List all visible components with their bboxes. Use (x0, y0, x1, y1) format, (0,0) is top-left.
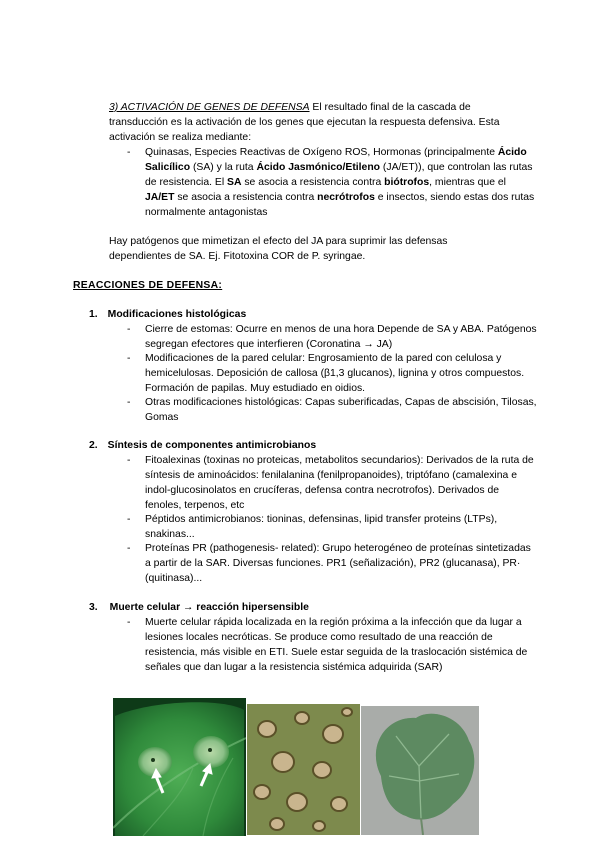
leaf-lesions-image (113, 698, 246, 836)
section-1-item: - Modificaciones de la pared celular: Engrosamiento de la pared con celulosa y hemicelulosas. Deposición de callosa (β1,3 glucanos), lignina y otros compuestos. Formación de papilas. Muy estudiado en oidios. (127, 353, 525, 394)
section-1-item: - Cierre de estomas: Ocurre en menos de una hora Depende de SA y ABA. Patógenos segregan efectores que interfieren (Coronatina → JA) (127, 324, 537, 350)
intro-paragraph (109, 100, 509, 145)
necrotic-spots-image (247, 704, 360, 835)
sar-leaf-photo (361, 706, 479, 835)
section-heading: REACCIONES DE DEFENSA: (73, 280, 223, 291)
section-2-item: - Péptidos antimicrobianos: tioninas, defensinas, lipid transfer proteins (LTPs), snakinas... (127, 514, 498, 540)
mediators-list-item (127, 145, 537, 220)
list-dash: - (127, 147, 131, 158)
intro-text: El resultado final de la cascada de transducción es la activación de los genes que ejecutan la respuesta defensiva. Esta activación se realiza mediante: (109, 102, 500, 143)
mediators-text: Quinasas, Especies Reactivas de Oxígeno ROS, Hormonas (principalmente Ácido Salicílico (SA) y la ruta Ácido Jasmónico/Etileno (JA/ET)), que controlan las rutas de resistencia. El SA se asocia a resistencia contra biótrofos, mientras que el JA/ET se asocia a resistencia contra necrótrofos e insectos, siendo estas dos rutas normalmente antagonistas (145, 147, 535, 218)
hypersensitive-leaf-photo (113, 698, 246, 836)
section-1-item: - Otras modificaciones histológicas: Capas suberificadas, Capas de abscisión, Tilosas, Gomas (127, 397, 537, 423)
mimic-paragraph: Hay patógenos que mimetizan el efecto del JA para suprimir las defensas dependientes de SA. Ej. Fitotoxina COR de P. syringae. (109, 236, 448, 262)
section-2-item: - Proteínas PR (pathogenesis- related): Grupo heterogéneo de proteínas sintetizadas a partir de la SAR. Diversas funciones. PR1 (señalización), PR2 (glucanasa), PR· (quitinasa)... (127, 543, 531, 584)
section-2-item: - Fitoalexinas (toxinas no proteicas, metabolitos secundarios): Derivados de la ruta de síntesis de aminoácidos: fenilalanina (fenilpropanoides), triptófano (camalexina e indol-glucosinolatos en crucíferas, defensa contra necrotrofos). Derivados de fenoles, terpenos, etc (127, 455, 534, 511)
section-3-item: - Muerte celular rápida localizada en la región próxima a la infección que da lugar a lesiones locales necróticas. Se produce como resultado de una reacción de resistencia, más visible en ETI. Suele estar seguida de la traslocación sistémica de señales que dan lugar a la resistencia sistémica adquirida (SAR) (127, 617, 528, 673)
necrotic-spots-photo (247, 704, 360, 835)
section-1-title: 1. Modificaciones histológicas (89, 309, 247, 320)
intro-title: 3) ACTIVACIÓN DE GENES DE DEFENSA (109, 102, 310, 113)
section-3-title: 3. Muerte celular → reacción hipersensible (89, 602, 309, 613)
section-2-title: 2. Síntesis de componentes antimicrobianos (89, 440, 317, 451)
sar-leaf-image (361, 706, 479, 835)
